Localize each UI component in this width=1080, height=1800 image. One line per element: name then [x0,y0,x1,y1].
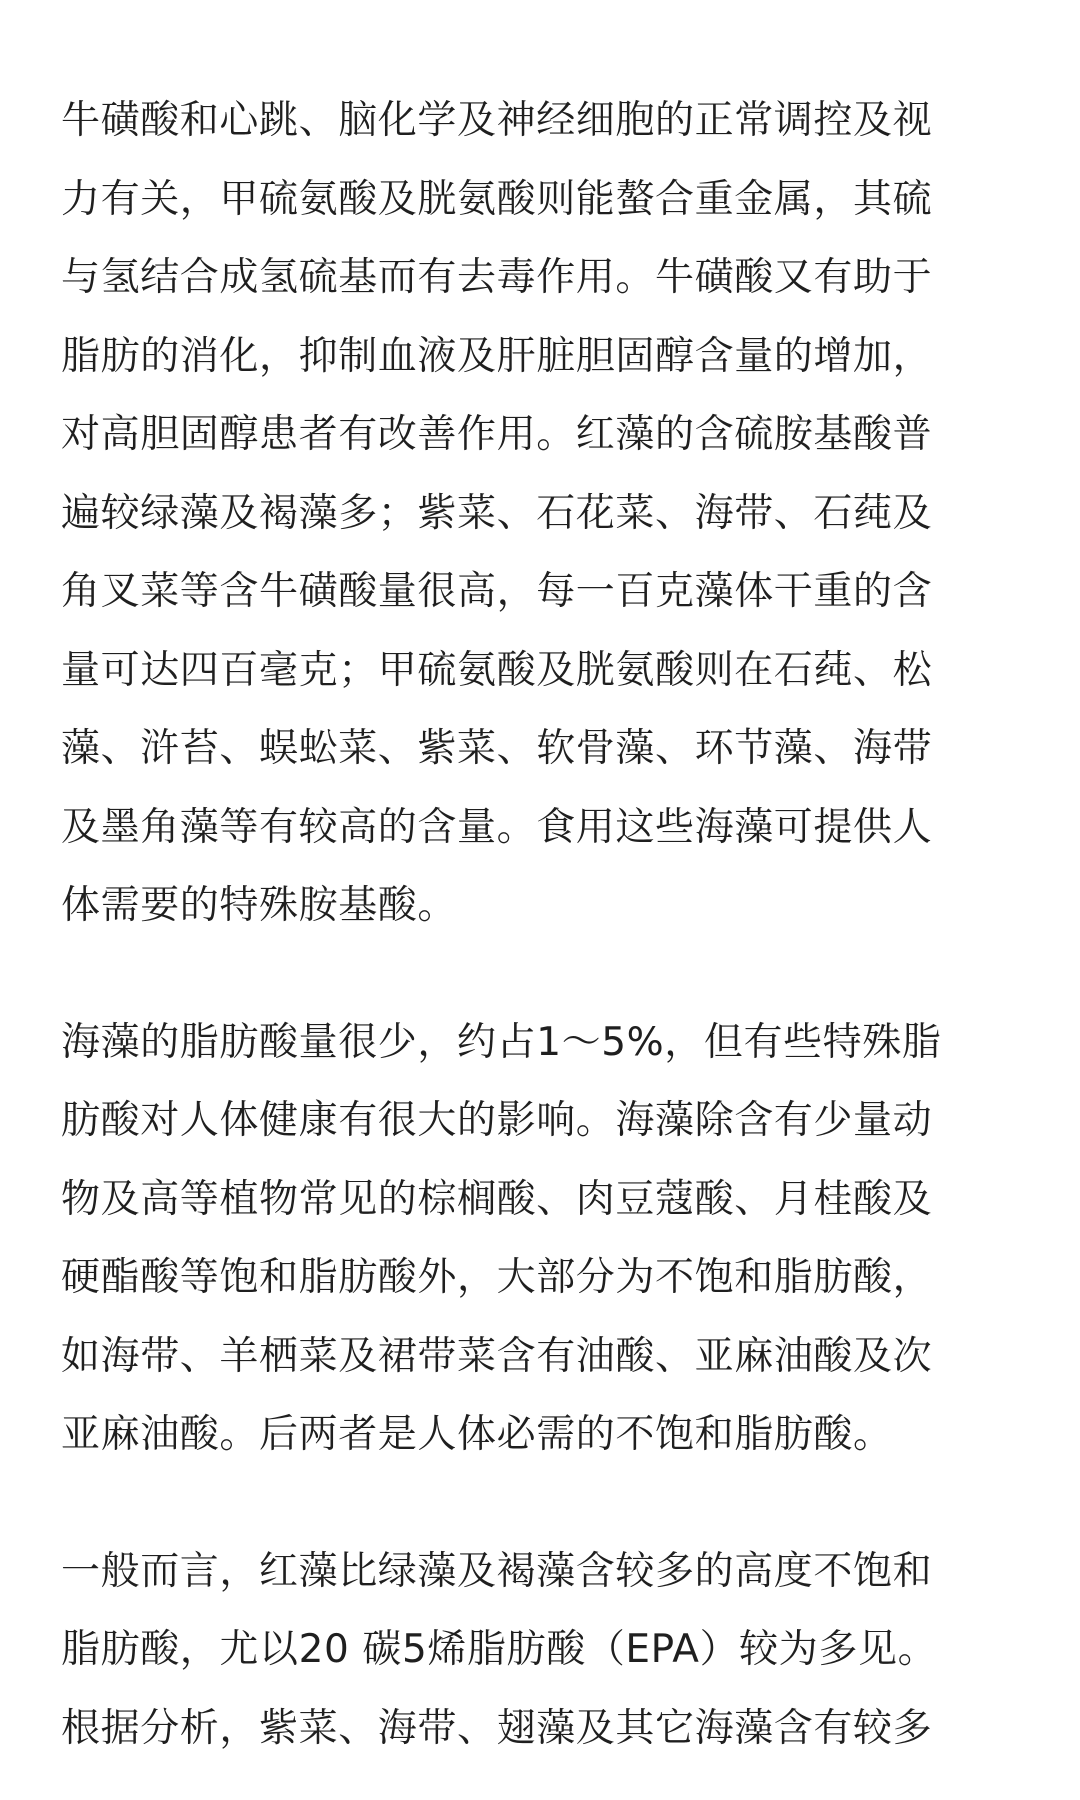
paragraph-sulfur-amino-acids [61,82,1031,946]
text-line: 藻、浒苔、蜈蚣菜、紫菜、软骨藻、环节藻、海带 [61,726,933,771]
text-line: 量可达四百毫克；甲硫氨酸及胱氨酸则在石莼、松 [61,647,933,693]
text-line: 脂肪酸，尤以20 碳5烯脂肪酸（EPA）较为多见。 [61,1627,938,1672]
text-line: 对高胆固醇患者有改善作用。红藻的含硫胺基酸普 [61,412,933,457]
paragraph-unsaturated-fatty-acids [61,1533,1031,1769]
text-line: 及墨角藻等有较高的含量。食用这些海藻可提供人 [61,804,933,850]
text-line: 遍较绿藻及褐藻多；紫菜、石花菜、海带、石莼及 [61,490,933,536]
text-line: 脂肪的消化，抑制血液及肝脏胆固醇含量的增加， [61,333,933,379]
text-line: 海藻的脂肪酸量很少，约占1～5%，但有些特殊脂 [61,1019,942,1065]
text-line: 硬酯酸等饱和脂肪酸外，大部分为不饱和脂肪酸， [61,1255,933,1300]
paragraph-gap [0,1475,1080,1533]
text-line: 如海带、羊栖菜及裙带菜含有油酸、亚麻油酸及次 [61,1333,933,1379]
text-line: 一般而言，红藻比绿藻及褐藻含较多的高度不饱和 [61,1548,933,1594]
text-line: 物及高等植物常见的棕榈酸、肉豆蔻酸、月桂酸及 [61,1176,933,1222]
text-line: 牛磺酸和心跳、脑化学及神经细胞的正常调控及视 [61,98,933,143]
text-line: 肪酸对人体健康有很大的影响。海藻除含有少量动 [61,1098,933,1143]
text-line: 与氢结合成氢硫基而有去毒作用。牛磺酸又有助于 [61,255,933,300]
text-line: 角叉菜等含牛磺酸量很高，每一百克藻体干重的含 [61,569,933,614]
paragraph-gap [0,946,1080,1004]
text-line: 力有关，甲硫氨酸及胱氨酸则能螯合重金属，其硫 [61,176,933,222]
text-line: 体需要的特殊胺基酸。 [61,883,458,928]
text-line: 亚麻油酸。后两者是人体必需的不饱和脂肪酸。 [61,1412,893,1457]
paragraph-fatty-acids [61,1004,1031,1475]
text-line: 根据分析，紫菜、海带、翅藻及其它海藻含有较多 [61,1705,933,1751]
